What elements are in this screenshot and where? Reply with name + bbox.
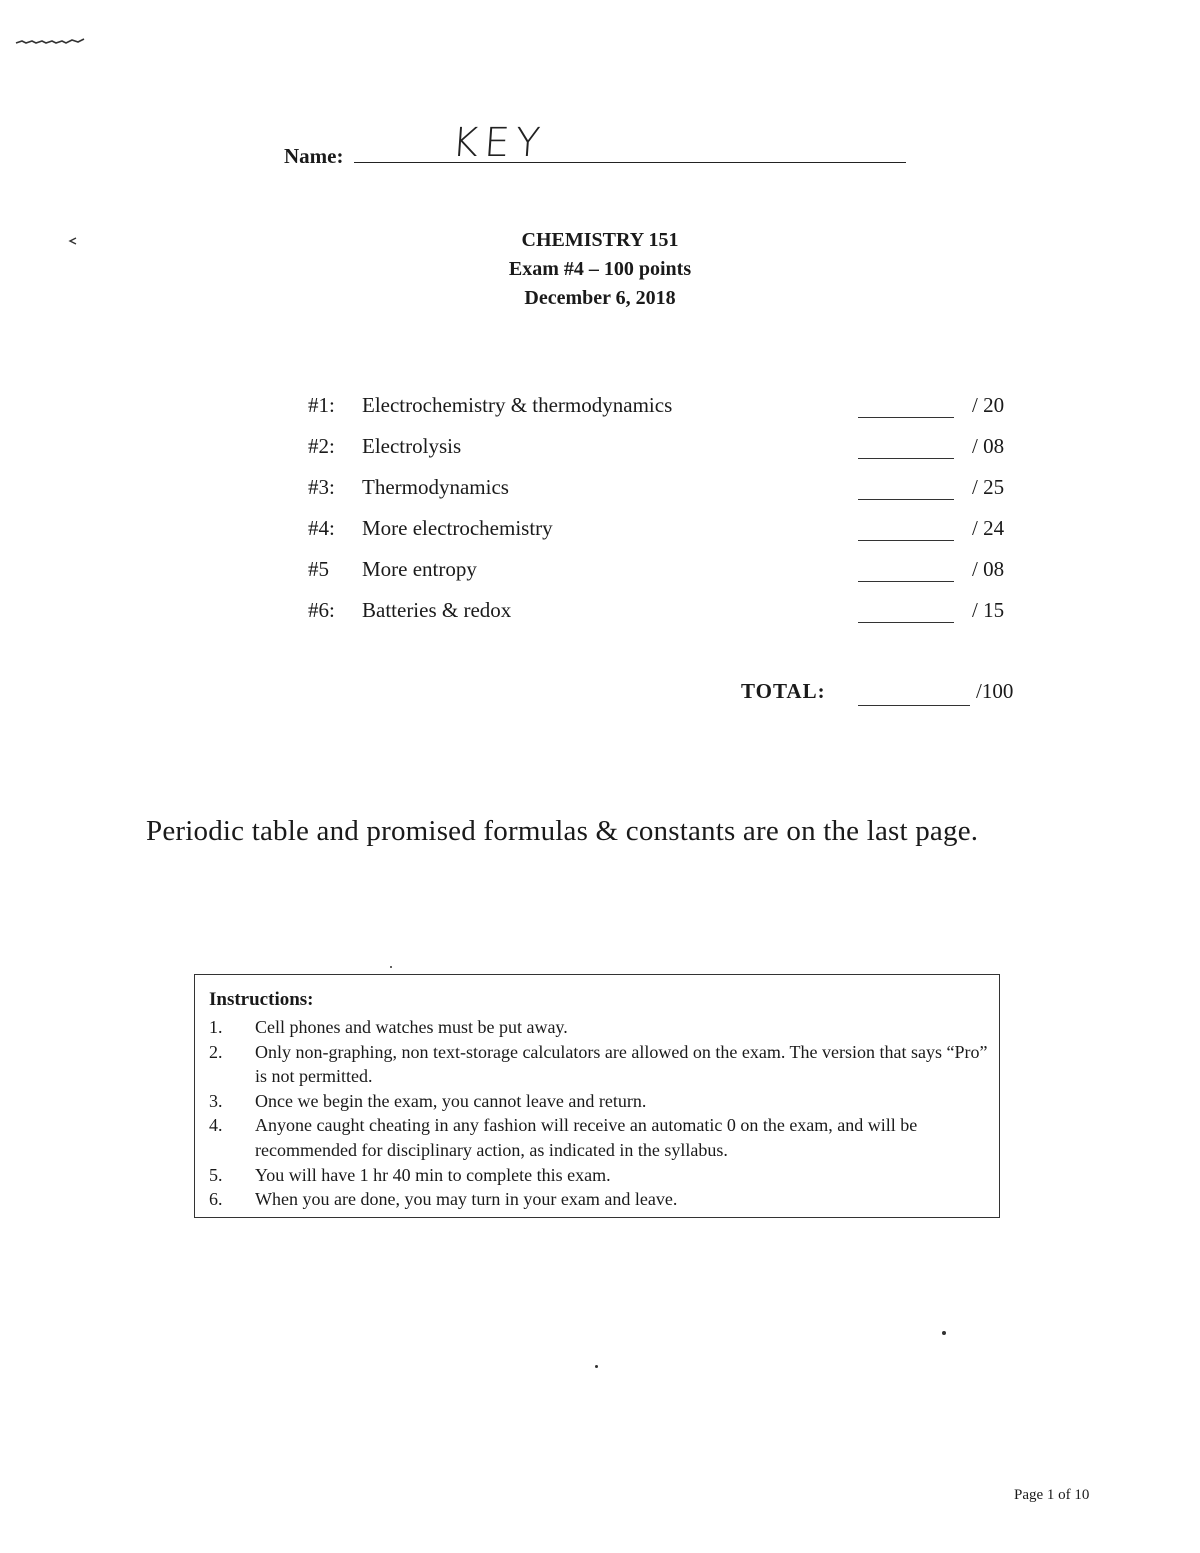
question-topic: More entropy	[362, 557, 477, 581]
question-topic: Batteries & redox	[362, 598, 512, 622]
instruction-text: Once we begin the exam, you cannot leave and return.	[255, 1090, 647, 1111]
periodic-table-note: Periodic table and promised formulas & constants are on the last page.	[146, 815, 979, 847]
instructions-box	[194, 974, 1000, 1218]
question-number: #2:	[308, 434, 335, 458]
instruction-number: 2.	[209, 1041, 223, 1062]
score-row	[300, 557, 1040, 587]
name-handwritten-value: KEY	[450, 120, 548, 166]
score-blank	[858, 417, 954, 418]
name-underline	[354, 162, 906, 163]
score-blank	[858, 622, 954, 623]
question-number: #3:	[308, 475, 335, 499]
question-max-points: / 08	[972, 434, 1005, 458]
instruction-number: 3.	[209, 1090, 223, 1111]
exam-date: December 6, 2018	[524, 287, 676, 309]
scan-dot	[390, 966, 392, 968]
instruction-text: Anyone caught cheating in any fashion will receive an automatic 0 on the exam, and will be recommended for disciplinary action, as indicated in the syllabus.	[255, 1115, 918, 1160]
score-row	[300, 393, 1040, 423]
instruction-item	[209, 1015, 989, 1040]
instruction-text: When you are done, you may turn in your exam and leave.	[255, 1189, 678, 1210]
instruction-item	[209, 1187, 989, 1212]
instruction-number: 4.	[209, 1115, 223, 1136]
question-max-points: / 25	[972, 475, 1005, 499]
score-blank	[858, 458, 954, 459]
question-number: #1:	[308, 393, 335, 417]
total-blank	[858, 705, 970, 706]
scan-mark	[68, 236, 78, 246]
instruction-item	[209, 1040, 989, 1089]
instruction-item	[209, 1113, 989, 1162]
scan-dot	[595, 1365, 598, 1368]
scan-dot	[942, 1331, 946, 1335]
question-topic: Electrochemistry & thermodynamics	[362, 393, 673, 417]
instruction-number: 5.	[209, 1164, 223, 1185]
score-blank	[858, 581, 954, 582]
total-max-points: /100	[976, 679, 1014, 703]
course-title: CHEMISTRY 151	[521, 229, 679, 251]
question-number: #6:	[308, 598, 335, 622]
question-number: #4:	[308, 516, 335, 540]
total-label: TOTAL:	[741, 679, 826, 703]
instruction-text: You will have 1 hr 40 min to complete this exam.	[255, 1164, 611, 1185]
score-row	[300, 434, 1040, 464]
instruction-number: 1.	[209, 1017, 223, 1037]
instruction-item	[209, 1089, 989, 1114]
question-number: #5	[308, 557, 329, 581]
question-max-points: / 15	[972, 598, 1005, 622]
question-max-points: / 24	[972, 516, 1005, 540]
instruction-text: Cell phones and watches must be put away.	[255, 1017, 568, 1037]
instruction-item	[209, 1163, 989, 1188]
score-blank	[858, 499, 954, 500]
instructions-title: Instructions:	[209, 989, 314, 1010]
exam-title: Exam #4 – 100 points	[508, 258, 692, 280]
instruction-number: 6.	[209, 1189, 223, 1210]
instructions-list	[209, 1015, 989, 1212]
page-number: Page 1 of 10	[1014, 1487, 1090, 1503]
score-row	[300, 516, 1040, 546]
question-topic: Electrolysis	[362, 434, 462, 458]
question-max-points: / 20	[972, 393, 1005, 417]
question-max-points: / 08	[972, 557, 1005, 581]
score-row	[300, 598, 1040, 628]
question-topic: More electrochemistry	[362, 516, 553, 540]
score-blank	[858, 540, 954, 541]
score-row	[300, 475, 1040, 505]
instruction-text: Only non-graphing, non text-storage calculators are allowed on the exam. The version that says “Pro” is not permitted.	[255, 1041, 988, 1087]
exam-header	[400, 226, 800, 313]
total-row	[300, 679, 1040, 709]
scan-mark	[14, 36, 86, 46]
question-topic: Thermodynamics	[362, 475, 509, 499]
name-label: Name:	[284, 144, 344, 168]
name-field	[284, 120, 924, 170]
